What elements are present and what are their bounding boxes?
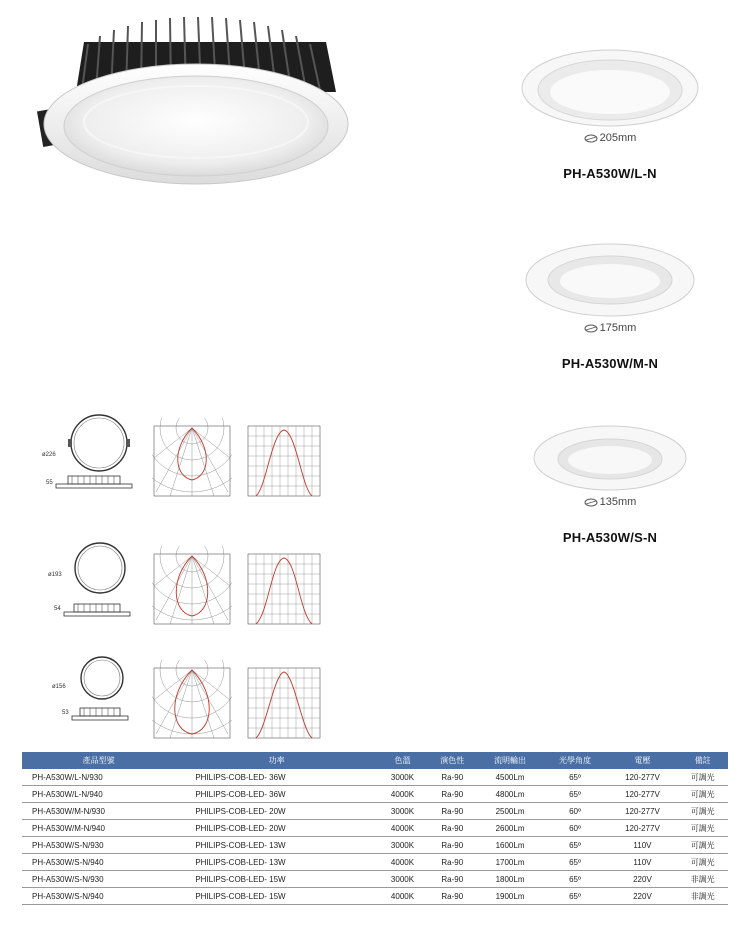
cell-color-temp: 4000K [378,820,427,837]
cell-lumen: 1800Lm [478,871,543,888]
cell-power: PHILIPS-COB-LED- 20W [175,803,378,820]
header-lumen: 流明輸出 [478,752,543,769]
cell-color-temp: 3000K [378,837,427,854]
cell-power: PHILIPS-COB-LED- 36W [175,786,378,803]
variant-medium [520,238,700,371]
cell-beam-angle: 65º [543,888,608,905]
cell-beam-angle: 65º [543,786,608,803]
cell-voltage: 220V [608,888,678,905]
linear-light-distribution-chart [242,418,324,503]
header-notes: 備註 [677,752,728,769]
cell-model: PH-A530W/L-N/930 [22,769,175,786]
header-voltage: 電壓 [608,752,678,769]
cell-power: PHILIPS-COB-LED- 15W [175,888,378,905]
cell-power: PHILIPS-COB-LED- 36W [175,769,378,786]
diameter-text: 175mm [599,322,637,334]
table-row [22,803,728,820]
diameter-icon [584,324,598,333]
diameter-text: 135mm [599,496,637,508]
cell-beam-angle: 65º [543,854,608,871]
table-row [22,820,728,837]
cell-model: PH-A530W/M-N/940 [22,820,175,837]
table-row [22,769,728,786]
drawing-row-large [40,412,340,512]
cell-cri: Ra-90 [427,769,478,786]
cell-voltage: 110V [608,837,678,854]
cell-beam-angle: 65º [543,871,608,888]
drawing-row-medium [40,540,340,640]
cell-voltage: 120-277V [608,769,678,786]
model-name: PH-A530W/L-N [563,166,657,181]
cell-notes: 可調光 [677,854,728,871]
cell-voltage: 110V [608,854,678,871]
cell-color-temp: 4000K [378,854,427,871]
cell-color-temp: 3000K [378,803,427,820]
cell-voltage: 120-277V [608,820,678,837]
diameter-dimension: ø226 [42,452,56,458]
cell-power: PHILIPS-COB-LED- 13W [175,837,378,854]
table-header-row [22,752,728,769]
hero-product-image [36,12,356,197]
cell-cri: Ra-90 [427,820,478,837]
cell-lumen: 2500Lm [478,803,543,820]
diameter-dimension: ø193 [48,572,62,578]
lamp-large-image [520,48,700,128]
cell-power: PHILIPS-COB-LED- 13W [175,854,378,871]
cell-cri: Ra-90 [427,854,478,871]
polar-light-distribution-chart [152,546,232,631]
height-dimension: 54 [54,606,61,612]
header-model: 產品型號 [22,752,175,769]
table-row [22,888,728,905]
height-dimension: 55 [46,480,53,486]
cell-model: PH-A530W/S-N/940 [22,888,175,905]
cell-voltage: 120-277V [608,803,678,820]
side-view-drawing [70,706,130,722]
linear-light-distribution-chart [242,546,324,631]
diameter-text: 205mm [599,132,637,144]
lamp-medium-image [520,238,700,318]
cell-notes: 可調光 [677,769,728,786]
diameter-icon [584,134,598,143]
top-view-drawing [72,540,128,596]
cell-power: PHILIPS-COB-LED- 15W [175,871,378,888]
polar-light-distribution-chart [152,418,232,503]
cell-power: PHILIPS-COB-LED- 20W [175,820,378,837]
cell-voltage: 220V [608,871,678,888]
cell-beam-angle: 60º [543,803,608,820]
cell-model: PH-A530W/S-N/930 [22,837,175,854]
diameter-dimension: ø156 [52,684,66,690]
cell-notes: 可調光 [677,820,728,837]
spec-table [22,752,728,905]
header-color-temp: 色溫 [378,752,427,769]
cell-cri: Ra-90 [427,837,478,854]
diameter-label [520,496,700,508]
cell-notes: 非調光 [677,871,728,888]
model-name: PH-A530W/S-N [562,530,658,545]
diameter-label [520,132,700,144]
side-view-drawing [62,602,132,618]
cell-color-temp: 3000K [378,871,427,888]
cell-cri: Ra-90 [427,803,478,820]
header-power: 功率 [175,752,378,769]
polar-light-distribution-chart [152,660,232,745]
table-row [22,854,728,871]
cell-voltage: 120-277V [608,786,678,803]
cell-lumen: 2600Lm [478,820,543,837]
header-beam-angle: 光學角度 [543,752,608,769]
header-cri: 演色性 [427,752,478,769]
cell-notes: 非調光 [677,888,728,905]
cell-color-temp: 3000K [378,769,427,786]
cell-notes: 可調光 [677,837,728,854]
cell-cri: Ra-90 [427,888,478,905]
cell-lumen: 4800Lm [478,786,543,803]
lamp-small-image [520,422,700,492]
diameter-icon [584,498,598,507]
table-row [22,786,728,803]
top-view-drawing [68,412,130,474]
cell-beam-angle: 65º [543,769,608,786]
side-view-drawing [54,474,134,490]
linear-light-distribution-chart [242,660,324,745]
cell-lumen: 1700Lm [478,854,543,871]
cell-color-temp: 4000K [378,786,427,803]
cell-notes: 可調光 [677,786,728,803]
drawing-row-small [40,654,340,754]
cell-beam-angle: 65º [543,837,608,854]
cell-lumen: 1600Lm [478,837,543,854]
height-dimension: 53 [62,710,69,716]
cell-lumen: 1900Lm [478,888,543,905]
cell-lumen: 4500Lm [478,769,543,786]
cell-cri: Ra-90 [427,871,478,888]
table-row [22,837,728,854]
diameter-label [520,322,700,334]
model-name: PH-A530W/M-N [561,356,659,371]
cell-model: PH-A530W/L-N/940 [22,786,175,803]
cell-cri: Ra-90 [427,786,478,803]
variant-small [520,422,700,545]
cell-model: PH-A530W/S-N/940 [22,854,175,871]
variant-large [520,48,700,181]
cell-beam-angle: 60º [543,820,608,837]
cell-notes: 可調光 [677,803,728,820]
cell-model: PH-A530W/M-N/930 [22,803,175,820]
top-view-drawing [78,654,126,702]
cell-color-temp: 4000K [378,888,427,905]
table-row [22,871,728,888]
cell-model: PH-A530W/S-N/930 [22,871,175,888]
